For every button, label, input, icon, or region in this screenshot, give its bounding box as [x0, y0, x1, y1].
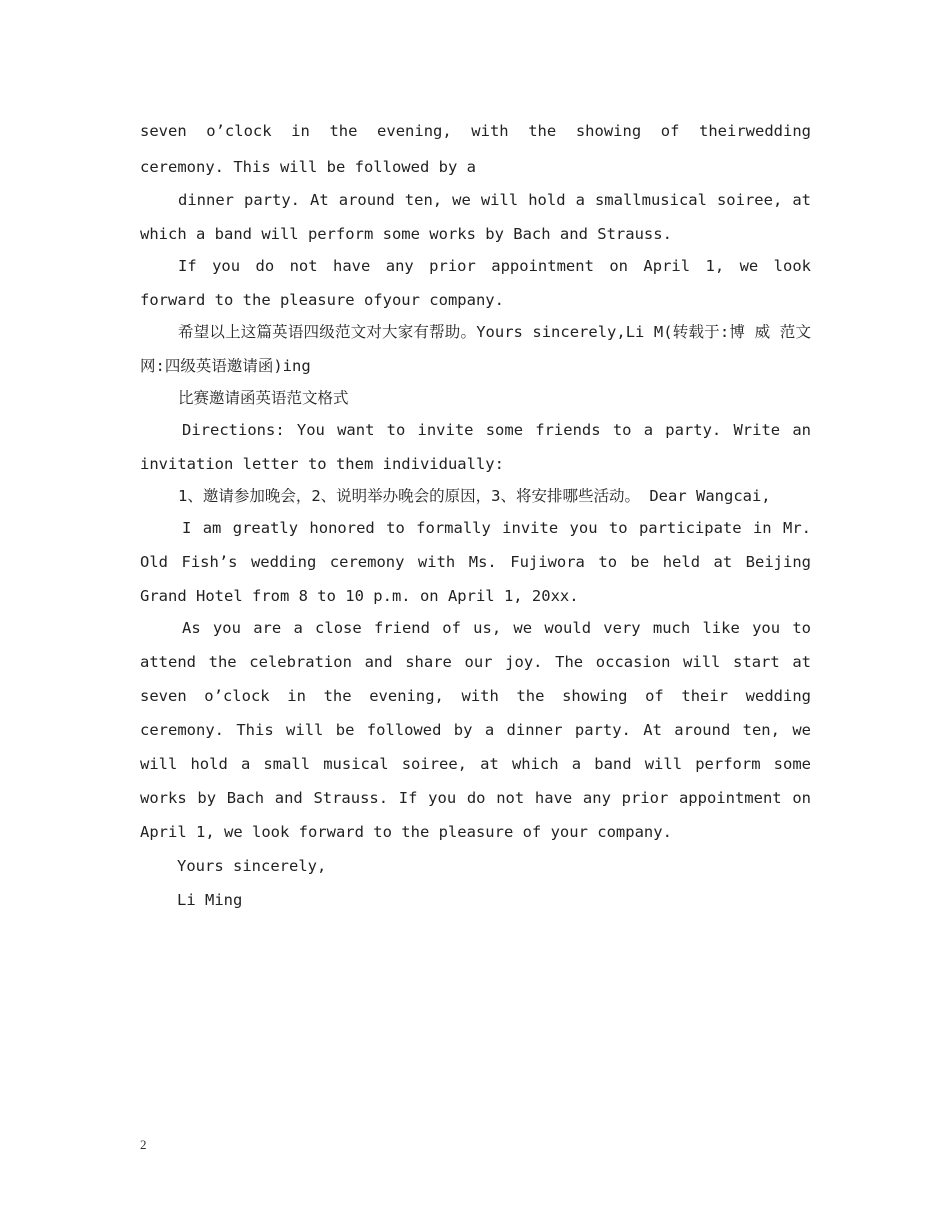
paragraph-celebration: As you are a close friend of us, we would very much like you to attend the celebration and share our joy. The occasion will start at seven o’clock in the evening, with the showing of their wedding ceremony. This will be followed by a dinner party. At around ten, we will hold a small musical soiree, at which a band will perform some works by Bach and Strauss. If you do not have any prior appointment on April 1, we look forward to the pleasure of your company. [140, 619, 811, 841]
section-heading: 比赛邀请函英语范文格式 [178, 389, 349, 407]
letter-closing: Yours sincerely, [177, 857, 327, 875]
paragraph-prior-appointment: If you do not have any prior appointment on April 1, we look forward to the pleasure ofyour company. [140, 257, 811, 309]
document-body [140, 113, 811, 917]
paragraph-invitation: I am greatly honored to formally invite you to participate in Mr. Old Fish’s wedding ceremony with Ms. Fujiwora to be held at Beijing Grand Hotel from 8 to 10 p.m. on April 1, 20xx. [140, 519, 811, 605]
paragraph-source-note: 希望以上这篇英语四级范文对大家有帮助。Yours sincerely,Li M(转载于:博 威 范文网:四级英语邀请函)ing [140, 323, 811, 375]
paragraph-requirements: 1、邀请参加晚会，2、说明举办晚会的原因，3、将安排哪些活动。 Dear Wangcai, [178, 487, 771, 505]
letter-signature: Li Ming [177, 891, 243, 909]
page-number: 2 [140, 1137, 147, 1152]
paragraph-dinner-party: dinner party. At around ten, we will hold a smallmusical soiree, at which a band will perform some works by Bach and Strauss. [140, 191, 811, 243]
paragraph-directions: Directions: You want to invite some friends to a party. Write an invitation letter to them individually: [140, 421, 811, 473]
paragraph-continuation: seven o’clock in the evening, with the showing of theirwedding ceremony. This will be followed by a [140, 122, 811, 176]
